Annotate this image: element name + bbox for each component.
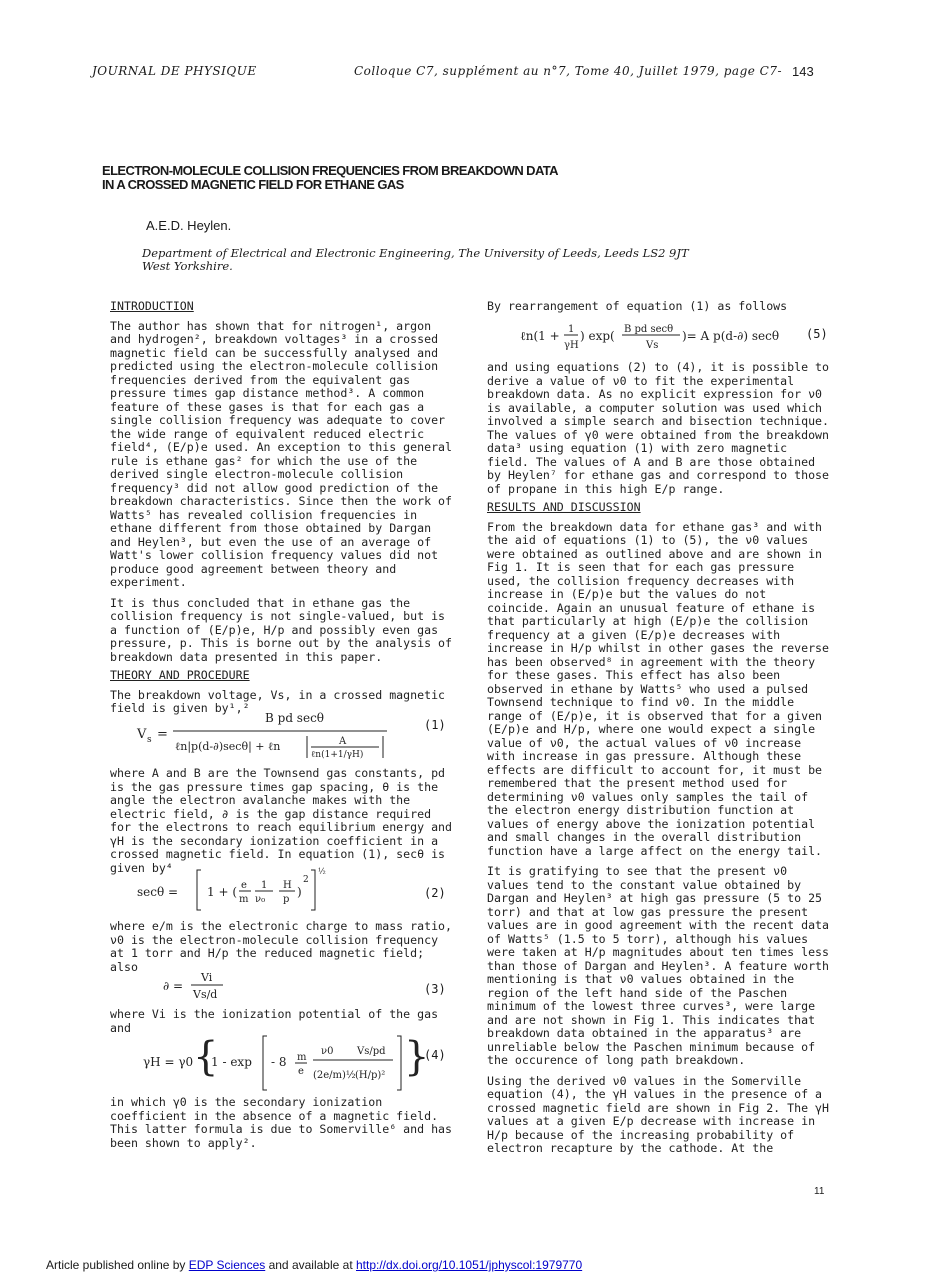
left-column-part-3 bbox=[110, 920, 455, 974]
right-paragraph-1: By rearrangement of equation (1) as follows bbox=[487, 299, 788, 313]
colloque-info: Colloque C7, supplément au n°7, Tome 40, Juillet 1979, page C7- bbox=[354, 64, 783, 78]
equation-4 bbox=[143, 1030, 430, 1094]
svg-text:m: m bbox=[239, 894, 249, 905]
equation-3-graphic bbox=[163, 968, 283, 1004]
svg-text:H: H bbox=[283, 880, 292, 891]
svg-text:(H/p)²: (H/p)² bbox=[355, 1070, 386, 1081]
results-heading: RESULTS AND DISCUSSION bbox=[487, 500, 641, 514]
equation-2-number: (2) bbox=[424, 886, 446, 900]
footer-middle: and available at bbox=[265, 1258, 356, 1272]
left-column bbox=[110, 300, 455, 716]
doi-link[interactable]: http://dx.doi.org/10.1051/jphyscol:1979770 bbox=[355, 1258, 583, 1272]
svg-text:Vs/d: Vs/d bbox=[193, 988, 218, 1001]
theory-paragraph-1: The breakdown voltage, Vs, in a crossed magnetic field is given by¹,² bbox=[110, 687, 446, 715]
svg-text:)= A p(d-∂) secθ: )= A p(d-∂) secθ bbox=[682, 329, 780, 343]
svg-text:secθ =: secθ = bbox=[137, 885, 179, 899]
svg-text:{: { bbox=[193, 1034, 219, 1080]
svg-text:Vs/pd: Vs/pd bbox=[357, 1046, 386, 1057]
publisher-link[interactable]: EDP Sciences bbox=[188, 1258, 266, 1272]
svg-text:ν0: ν0 bbox=[321, 1046, 334, 1057]
svg-text:e: e bbox=[298, 1066, 304, 1077]
svg-text:}: } bbox=[404, 1034, 430, 1080]
title-line-1: ELECTRON-MOLECULE COLLISION FREQUENCIES FROM BREAKDOWN DATA bbox=[102, 163, 558, 178]
equation-1 bbox=[137, 708, 467, 762]
right-column-top bbox=[487, 300, 832, 314]
footer-prefix: Article published online by bbox=[46, 1258, 189, 1272]
equation-1-graphic bbox=[137, 708, 467, 762]
svg-text:1 + (: 1 + ( bbox=[207, 885, 237, 899]
svg-text:): ) bbox=[297, 885, 302, 899]
title-line-2: IN A CROSSED MAGNETIC FIELD FOR ETHANE GAS bbox=[102, 177, 404, 192]
equation-3-number: (3) bbox=[424, 982, 446, 996]
equation-3 bbox=[163, 968, 283, 1004]
right-column bbox=[487, 361, 832, 1156]
svg-text:B pd secθ: B pd secθ bbox=[265, 711, 325, 725]
svg-text:ν₀: ν₀ bbox=[255, 894, 266, 905]
svg-text:A: A bbox=[339, 736, 347, 747]
svg-text:½: ½ bbox=[318, 867, 326, 876]
svg-text:e: e bbox=[241, 880, 247, 891]
svg-text:s: s bbox=[147, 735, 152, 745]
theory-paragraph-4: where Vi is the ionization potential of the gas and bbox=[110, 1007, 439, 1035]
svg-text:=: = bbox=[157, 727, 168, 742]
paper-title bbox=[102, 164, 558, 192]
affiliation-line-1: Department of Electrical and Electronic Engineering, The University of Leeds, Leeds LS2 9JT bbox=[142, 246, 689, 260]
intro-paragraph-1: The author has shown that for nitrogen¹, argon and hydrogen², breakdown voltages³ in a crossed magnetic field can be successfully analysed and predicted using the electron-molecule collision frequencies derived from the equivalent gas pressure times gap distance method³. A common feature of these gases is that for each gas a single collision frequency was adequate to cover the wide range of equivalent reduced electric field⁴, (E/p)e used. An exception to this general rule is ethane gas² for which the use of the derived single electron-molecule collision frequency³ did not allow good prediction of the breakdown characteristics. Since then the work of Watts⁵ has revealed collision frequencies in ethane different from those obtained by Dargan and Heylen³, but even the use of an average of Watt's lower collision frequency values did not produce good agreement between theory and experiment. bbox=[110, 318, 453, 589]
results-paragraph-1: From the breakdown data for ethane gas³ and with the aid of equations (1) to (5), the ν0 values were obtained as outlined above and are shown in Fig 1. It is seen that for each gas pressure used, the collision frequency decreases with increase in (E/p)e but the values do not coincide. Again an unusual feature of ethane is that particularly at high (E/p)e the collision frequency at a given (E/p)e decreases with increase in H/p whilst in other gases the reverse has been observed⁸ in agreement with the theory for these gases. This effect has also been observed in ethane by Watts⁵ who used a pulsed Townsend technique to find ν0. In the middle range of (E/p)e, it is observed that for a given (E/p)e and H/p, where one would expect a single value of ν0, the actual values of ν0 increase with increase in gas pressure. Although these effects are difficult to account for, it must be remembered that the present method used for determining ν0 values only samples the tail of the electron energy distribution function at values of energy above the ionization potential and small changes in the overall distribution function have a large affect on the energy tail. bbox=[487, 519, 830, 858]
equation-2-graphic bbox=[137, 864, 437, 914]
equation-5-graphic bbox=[520, 320, 820, 356]
svg-text:1 - exp: 1 - exp bbox=[211, 1055, 252, 1069]
theory-paragraph-5: in which γ0 is the secondary ionization coefficient in the absence of a magnetic field. This latter formula is due to Somerville⁶ and has been shown to apply². bbox=[110, 1095, 453, 1150]
theory-heading: THEORY AND PROCEDURE bbox=[110, 668, 250, 682]
author-name: A.E.D. Heylen. bbox=[146, 218, 232, 233]
page-number: 143 bbox=[792, 64, 814, 79]
theory-paragraph-2: where A and B are the Townsend gas constants, pd is the gas pressure times gap spacing, θ is the angle the electron avalanche makes with the electric field, ∂ is the gap distance required for the electrons to reach equilibrium energy and γH is the secondary ionization coefficient in a crossed magnetic field. In equation (1), secθ is given by⁴ bbox=[110, 766, 453, 875]
svg-text:2: 2 bbox=[303, 875, 309, 885]
right-paragraph-2: and using equations (2) to (4), it is possible to derive a value of ν0 to fit the experimental breakdown data. As no explicit expression for ν0 is available, a computer solution was used which involved a simple search and bisection technique. The values of γ0 were obtained from the breakdown data³ using equation (1) with zero magnetic field. The values of A and B are those obtained by Heylen⁷ for ethane gas and correspond to those of propane in this high E/p range. bbox=[487, 360, 830, 496]
equation-1-number: (1) bbox=[424, 718, 446, 732]
affiliation bbox=[142, 247, 832, 273]
results-paragraph-3: Using the derived ν0 values in the Somerville equation (4), the γH values in the presence of a crossed magnetic field are shown in Fig 2. The γH values at a given E/p decrease with increase in H/p because of the increasing probability of electron recapture by the cathode. At the bbox=[487, 1073, 830, 1155]
svg-text:ℓn(1 +: ℓn(1 + bbox=[520, 329, 560, 343]
equation-5 bbox=[520, 320, 820, 356]
journal-name: JOURNAL DE PHYSIQUE bbox=[92, 64, 257, 78]
svg-text:(2e/m)½: (2e/m)½ bbox=[313, 1070, 356, 1081]
svg-text:Vs: Vs bbox=[646, 340, 659, 351]
svg-text:γH: γH bbox=[564, 340, 579, 351]
svg-text:γH = γ0: γH = γ0 bbox=[143, 1055, 194, 1069]
intro-paragraph-2: It is thus concluded that in ethane gas the collision frequency is not single-valued, but is a function of (E/p)e, H/p and possibly even gas pressure, p. This is borne out by the analysis of breakdown data presented in this paper. bbox=[110, 595, 453, 664]
svg-text:∂ =: ∂ = bbox=[163, 979, 184, 993]
theory-paragraph-3: where e/m is the electronic charge to mass ratio, ν0 is the electron-molecule collision frequency at 1 torr and H/p the reduced magnetic field; also bbox=[110, 919, 453, 974]
affiliation-line-2: West Yorkshire. bbox=[142, 259, 233, 273]
equation-2 bbox=[137, 864, 437, 914]
svg-text:1: 1 bbox=[261, 880, 268, 891]
results-paragraph-2: It is gratifying to see that the present ν0 values tend to the constant value obtained by Dargan and Heylen³ at high gas pressure (5 to 25 torr) and that at low gas pressure the present values are in good agreement with the recent data of Watts⁵ (1.5 to 5 torr), although his values were taken at H/p magnitudes about ten times less than those of Dargan and Heylen³. A feature worth mentioning is that ν0 values obtained in the region of the left hand side of the Paschen minimum of the lowest three curves³, were large and are not shown in Fig 1. This indicates that breakdown data obtained in the apparatus³ are unreliable below the Paschen minimum because of the occurence of long path breakdown. bbox=[487, 864, 830, 1067]
svg-text:ℓn(1+1/γH): ℓn(1+1/γH) bbox=[311, 750, 364, 760]
svg-text:) exp(: ) exp( bbox=[580, 329, 615, 343]
equation-4-graphic bbox=[143, 1030, 430, 1094]
left-column-part-5 bbox=[110, 1096, 455, 1150]
publication-footer bbox=[46, 1258, 582, 1272]
margin-mark: 11 bbox=[814, 1186, 825, 1197]
svg-text:Vi: Vi bbox=[201, 971, 213, 984]
svg-text:p: p bbox=[283, 894, 290, 905]
introduction-heading: INTRODUCTION bbox=[110, 299, 194, 313]
equation-4-number: (4) bbox=[424, 1048, 446, 1062]
svg-text:m: m bbox=[297, 1052, 307, 1063]
svg-text:1: 1 bbox=[568, 324, 575, 335]
svg-text:B pd secθ: B pd secθ bbox=[624, 324, 674, 335]
svg-text:- 8: - 8 bbox=[271, 1055, 287, 1069]
svg-text:ℓn|p(d-∂)secθ| + ℓn: ℓn|p(d-∂)secθ| + ℓn bbox=[175, 740, 281, 753]
svg-text:V: V bbox=[137, 727, 147, 742]
left-column-continued bbox=[110, 767, 455, 875]
equation-5-number: (5) bbox=[806, 327, 828, 341]
